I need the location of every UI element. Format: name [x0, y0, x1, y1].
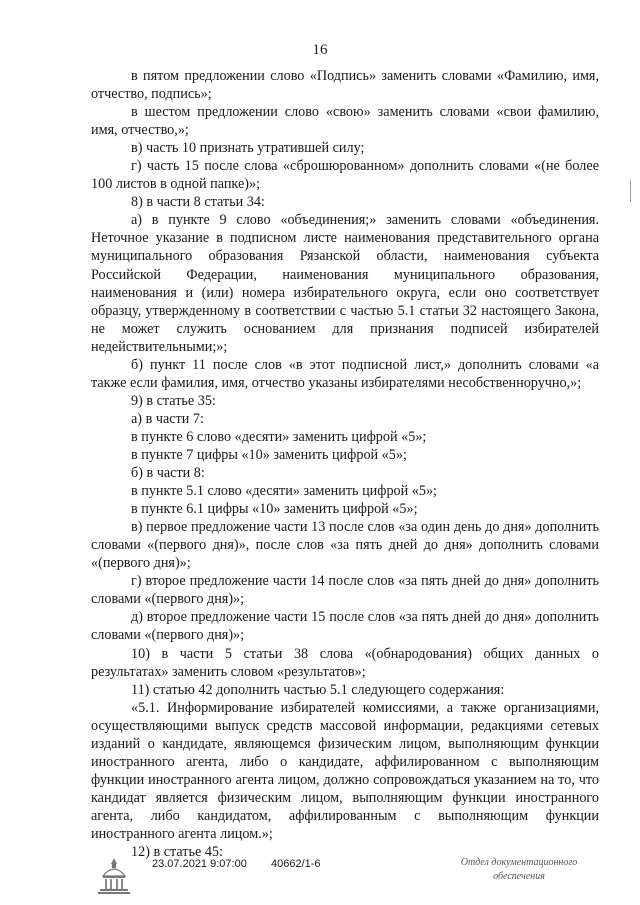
footer-timestamp: 23.07.2021 9:07:00 [152, 858, 247, 870]
paragraph: 11) статью 42 дополнить частью 5.1 следующего содержания: [131, 681, 505, 698]
footer-department [448, 856, 590, 884]
paragraph: в пункте 6.1 цифры «10» заменить цифрой «5»; [131, 501, 418, 518]
footer-doc-number: 40662/1-6 [271, 858, 321, 870]
page-number: 16 [312, 42, 328, 58]
scan-artifact [629, 160, 633, 220]
paragraph: «5.1. Информирование избирателей комиссиями, а также организациями, осуществляющими выпуск средств массовой информации, редакциями сетевых изданий о кандидате, являющемся физическим лицом, выполняющим функции иностранного агента, либо о кандидате, аффилированном с выполняющим функции иностранного агента лицом, должно сопровождаться указанием на то, что кандидат является физическим лицом, выполняющим функции иностранного агента, либо кандидатом, аффилированным с выполняющим функции иностранного агента лицом.»; [91, 699, 599, 842]
paragraph: б) в части 8: [131, 465, 205, 482]
paragraph: в пункте 6 слово «десяти» заменить цифрой «5»; [131, 428, 427, 445]
paragraph: в пятом предложении слово «Подпись» заменить словами «Фамилию, имя, отчество, подпись»; [91, 68, 599, 103]
paragraph: а) в пункте 9 слово «объединения;» заменить словами «объединения. Неточное указание в подписном листе наименования представительного органа муниципального образования Рязанской области, наименования субъекта Российской Федерации, наименования муниципального образования, наименования и (или) номера избирательного округа, если оно соответствует образцу, утвержденному в соответствии с частью 5.1 статьи 32 настоящего Закона, не может служить основанием для признания подписей избирателей недействительными;»; [91, 212, 599, 355]
footer [0, 852, 640, 902]
paragraph: 9) в статье 35: [131, 392, 216, 409]
emblem-icon [95, 856, 133, 896]
paragraph: в) часть 10 признать утратившей силу; [131, 140, 365, 157]
footer-department-line2: обеспечения [493, 871, 545, 882]
paragraph: 8) в части 8 статьи 34: [131, 194, 265, 211]
paragraph: 12) в статье 45: [131, 844, 223, 861]
document-body [91, 67, 599, 861]
paragraph: а) в части 7: [131, 410, 204, 427]
paragraph: б) пункт 11 после слов «в этот подписной лист,» дополнить словами «а также если фамилия, имя, отчество указаны избирателями несобственноручно,»; [91, 356, 599, 391]
paragraph: в пункте 5.1 слово «десяти» заменить цифрой «5»; [131, 483, 437, 500]
paragraph: д) второе предложение части 15 после слов «за пять дней до дня» дополнить словами «(первого дня)»; [91, 609, 599, 644]
paragraph: г) часть 15 после слова «сброшюрованном» дополнить словами «(не более 100 листов в одной папке)»; [91, 158, 599, 193]
paragraph: в шестом предложении слово «свою» заменить словами «свои фамилию, имя, отчество,»; [91, 104, 599, 139]
paragraph: г) второе предложение части 14 после слов «за пять дней до дня» дополнить словами «(первого дня)»; [91, 573, 599, 608]
paragraph: в) первое предложение части 13 после слов «за один день до дня» дополнить словами «(первого дня)», после слов «за пять дней до дня» дополнить словами «(первого дня)»; [91, 519, 599, 572]
footer-department-line1: Отдел документационного [460, 857, 578, 868]
paragraph: 10) в части 5 статьи 38 слова «(обнародования) общих данных о результатах» заменить словом «результатов»; [91, 645, 599, 680]
paragraph: в пункте 7 цифры «10» заменить цифрой «5»; [131, 446, 407, 463]
